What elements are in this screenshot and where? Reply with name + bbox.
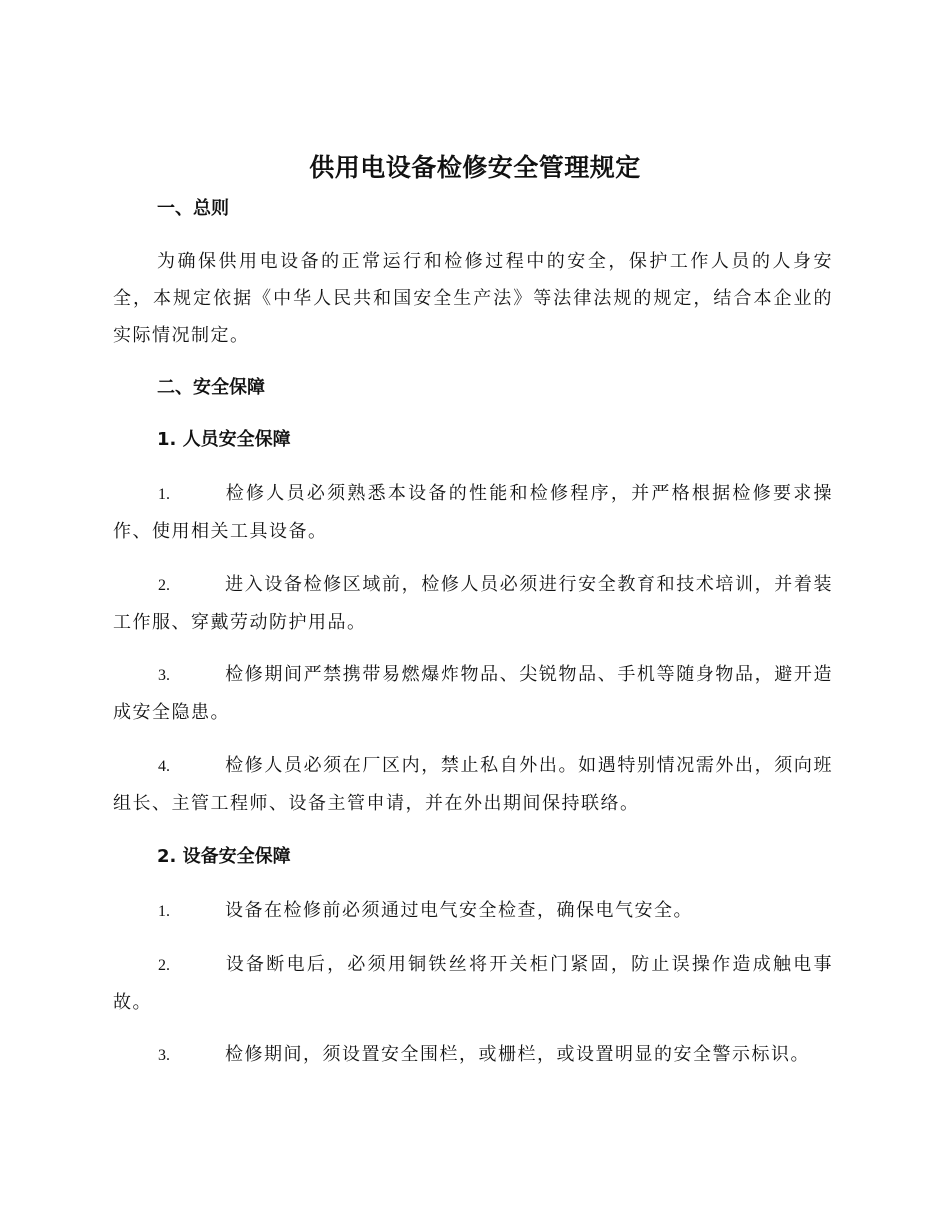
list-item bbox=[113, 566, 833, 641]
list-item-number: 1. bbox=[158, 903, 170, 920]
list-item bbox=[113, 892, 833, 930]
document-title: 供用电设备检修安全管理规定 bbox=[309, 153, 641, 182]
list-item-text: 设备断电后，必须用铜铁丝将开关柜门紧固，防止误操作造成触电事故。 bbox=[113, 954, 833, 1013]
list-item-number: 2. bbox=[158, 577, 170, 594]
list-item-text: 检修期间严禁携带易燃爆炸物品、尖锐物品、手机等随身物品，避开造成安全隐患。 bbox=[113, 664, 833, 723]
general-paragraph: 为确保供用电设备的正常运行和检修过程中的安全，保护工作人员的人身安全，本规定依据《中华人民共和国安全生产法》等法律法规的规定，结合本企业的实际情况制定。 bbox=[113, 251, 833, 346]
list-item-text: 检修期间，须设置安全围栏，或栅栏，或设置明显的安全警示标识。 bbox=[225, 1044, 810, 1065]
section-heading-safety: 二、安全保障 bbox=[157, 377, 265, 398]
list-item bbox=[113, 946, 833, 1021]
list-item-text: 进入设备检修区域前，检修人员必须进行安全教育和技术培训，并着装工作服、穿戴劳动防护用品。 bbox=[113, 574, 833, 633]
list-item-number: 2. bbox=[158, 957, 170, 974]
list-item-number: 3. bbox=[158, 667, 170, 684]
list-item-text: 设备在检修前必须通过电气安全检查，确保电气安全。 bbox=[225, 900, 693, 921]
list-item bbox=[113, 656, 833, 731]
list-item-number: 3. bbox=[158, 1047, 170, 1064]
list-item bbox=[113, 747, 833, 822]
subsection-heading-equipment: 2. 设备安全保障 bbox=[157, 846, 291, 867]
list-item-text: 检修人员必须在厂区内，禁止私自外出。如遇特别情况需外出，须向班组长、主管工程师、设备主管申请，并在外出期间保持联络。 bbox=[113, 755, 833, 814]
list-item-text: 检修人员必须熟悉本设备的性能和检修程序，并严格根据检修要求操作、使用相关工具设备。 bbox=[113, 483, 833, 542]
list-item-number: 1. bbox=[158, 486, 170, 503]
subsection-heading-personnel: 1. 人员安全保障 bbox=[157, 429, 291, 450]
list-item bbox=[113, 1036, 833, 1074]
list-item-number: 4. bbox=[158, 758, 170, 775]
section-heading-general: 一、总则 bbox=[157, 198, 229, 219]
list-item bbox=[113, 475, 833, 550]
